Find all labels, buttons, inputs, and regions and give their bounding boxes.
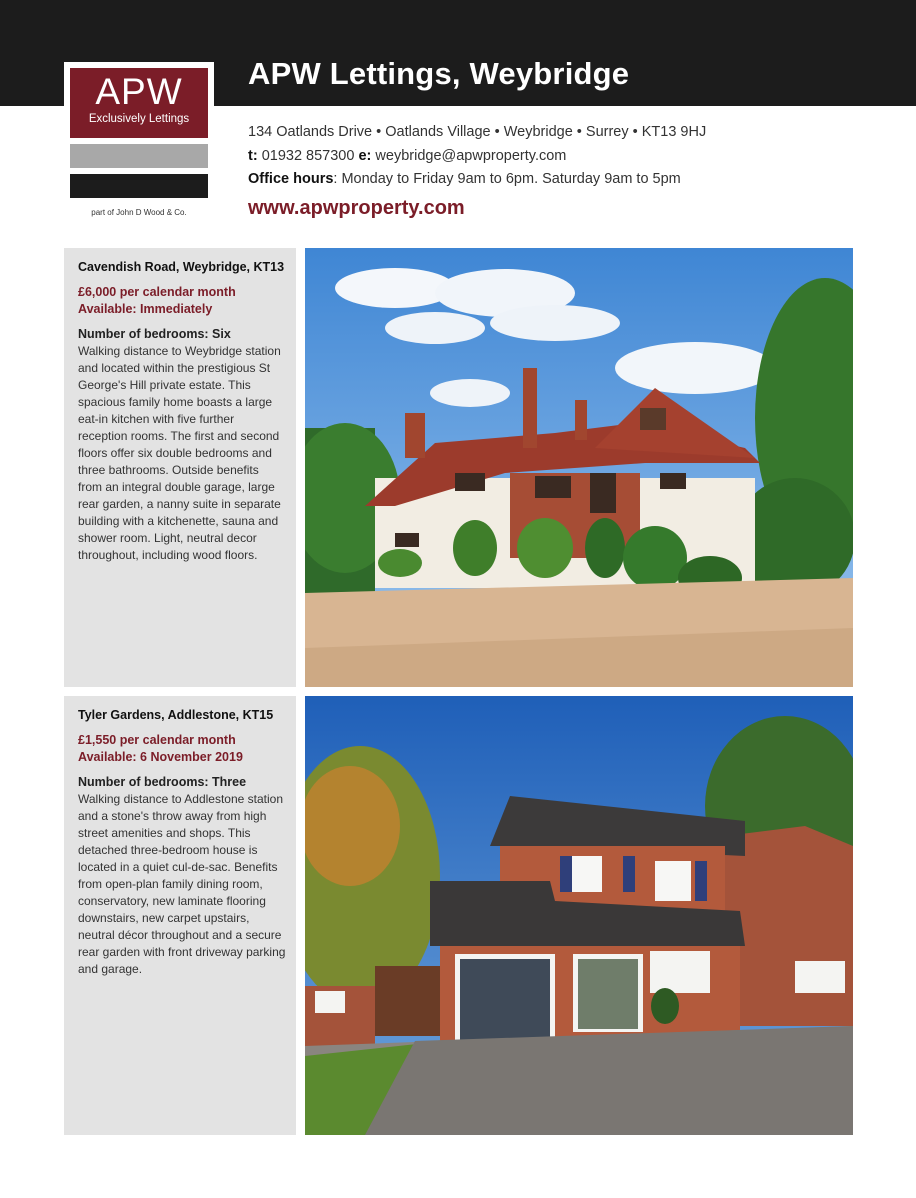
office-hours — [248, 171, 681, 187]
logo-tagline: Exclusively Lettings — [88, 113, 190, 125]
logo-parent-company: part of John D Wood & Co. — [91, 208, 187, 217]
apw-logo[interactable] — [64, 62, 214, 205]
logo-red-block — [70, 68, 208, 138]
agency-title: APW Lettings, Weybridge — [248, 56, 630, 91]
email-address[interactable]: weybridge@apwproperty.com — [375, 148, 567, 164]
property-photo[interactable] — [305, 696, 853, 1135]
property-photo-illustration — [305, 248, 853, 687]
listing-price: £6,000 per calendar month — [78, 285, 236, 299]
listing-card — [64, 696, 853, 1135]
listing-availability: Available: 6 November 2019 — [78, 750, 243, 764]
listing-info-panel — [64, 696, 296, 1135]
contact-line — [248, 148, 566, 164]
phone-number[interactable]: 01932 857300 — [261, 148, 355, 164]
logo-black-bar — [70, 174, 208, 198]
property-photo-illustration — [305, 696, 853, 1135]
property-photo[interactable] — [305, 248, 853, 687]
email-label: e: — [358, 148, 372, 164]
hours-text: : Monday to Friday 9am to 6pm. Saturday 9am to 5pm — [333, 171, 681, 187]
logo-grey-bar — [70, 144, 208, 168]
hours-label: Office hours — [248, 171, 334, 187]
listing-price: £1,550 per calendar month — [78, 733, 236, 747]
listing-bedrooms: Number of bedrooms: Three — [78, 775, 247, 789]
logo-wordmark: APW — [95, 71, 183, 112]
listing-address: Tyler Gardens, Addlestone, KT15 — [78, 708, 274, 722]
listing-description: Walking distance to Addlestone station and a stone's throw away from high street amenities and shops. This detached three-bedroom house is located in a quiet cul-de-sac. Benefits from open-plan family dining room, conservatory, new laminate flooring downstairs, new carpet upstairs, neutral décor throughout and a secure rear garden with front driveway parking and garage. — [78, 792, 286, 976]
office-address: 134 Oatlands Drive • Oatlands Village • Weybridge • Surrey • KT13 9HJ — [248, 124, 707, 140]
listing-description: Walking distance to Weybridge station and located within the prestigious St George's Hill private estate. This spacious family home boasts a large eat-in kitchen with five further reception rooms. The first and second floors offer six double bedrooms and three bathrooms. Outside benefits from an integral double garage, large rear garden, a nanny suite in separate building with a kitchenette, sauna and shower room. Light, neutral decor throughout, including wood floors. — [78, 344, 281, 562]
listing-bedrooms: Number of bedrooms: Six — [78, 327, 231, 341]
phone-label: t: — [248, 148, 258, 164]
listing-info-panel — [64, 248, 296, 687]
listing-card — [64, 248, 853, 687]
listing-address: Cavendish Road, Weybridge, KT13 — [78, 260, 285, 274]
website-link[interactable]: www.apwproperty.com — [248, 197, 465, 219]
listing-availability: Available: Immediately — [78, 302, 213, 316]
